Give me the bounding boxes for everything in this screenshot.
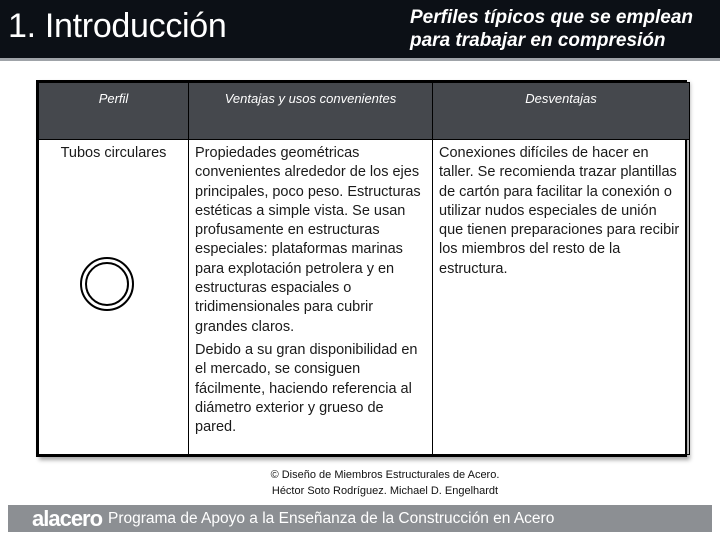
program-name: Programa de Apoyo a la Enseñanza de la Construcción en Acero <box>108 510 555 527</box>
advantages-text-2: Debido a su gran disponibilidad en el mercado, se consiguen fácilmente, haciendo referencia al diámetro exterior y grueso de pared. <box>195 341 418 436</box>
profile-name: Tubos circulares <box>60 145 167 161</box>
disadvantages-text: Conexiones difíciles de hacer en taller. Se recomienda trazar plantillas de cartón para facilitar la conexión o utilizar nudos especiales de unión que tienen preparaciones para recibir los miembros del resto de la estructura. <box>439 145 680 277</box>
slide-header <box>0 0 720 61</box>
slide-title: 1. Introducción <box>8 7 227 45</box>
table-row <box>39 140 690 455</box>
advantages-cell <box>189 140 433 455</box>
advantages-text: Propiedades geométricas convenientes alrededor de los ejes principales, poco peso. Estructuras estéticas a simple vista. Se usan profusamente en estructuras especiales: plataformas marinas para explotación petrolera y en estructuras espaciales o tridimensionales para cubrir grandes claros. <box>195 145 421 335</box>
credit-line-2: Héctor Soto Rodríguez. Michael D. Engelhardt <box>271 485 499 497</box>
disadvantages-cell <box>433 140 690 455</box>
column-header-advantages: Ventajas y usos convenientes <box>189 83 433 140</box>
credit-line-1: © Diseño de Miembros Estructurales de Acero. <box>270 469 500 481</box>
profiles-table <box>36 80 687 457</box>
credit <box>0 467 720 499</box>
slide-subtitle: Perfiles típicos que se emplean para trabajar en compresión <box>410 7 693 51</box>
circular-tube-section-icon <box>79 256 135 312</box>
table-header-row <box>39 83 690 140</box>
alacero-logo: alacero <box>32 506 103 531</box>
profile-cell <box>39 140 189 455</box>
column-header-disadvantages: Desventajas <box>433 83 690 140</box>
footer-bar <box>8 505 712 532</box>
column-header-profile: Perfil <box>39 83 189 140</box>
